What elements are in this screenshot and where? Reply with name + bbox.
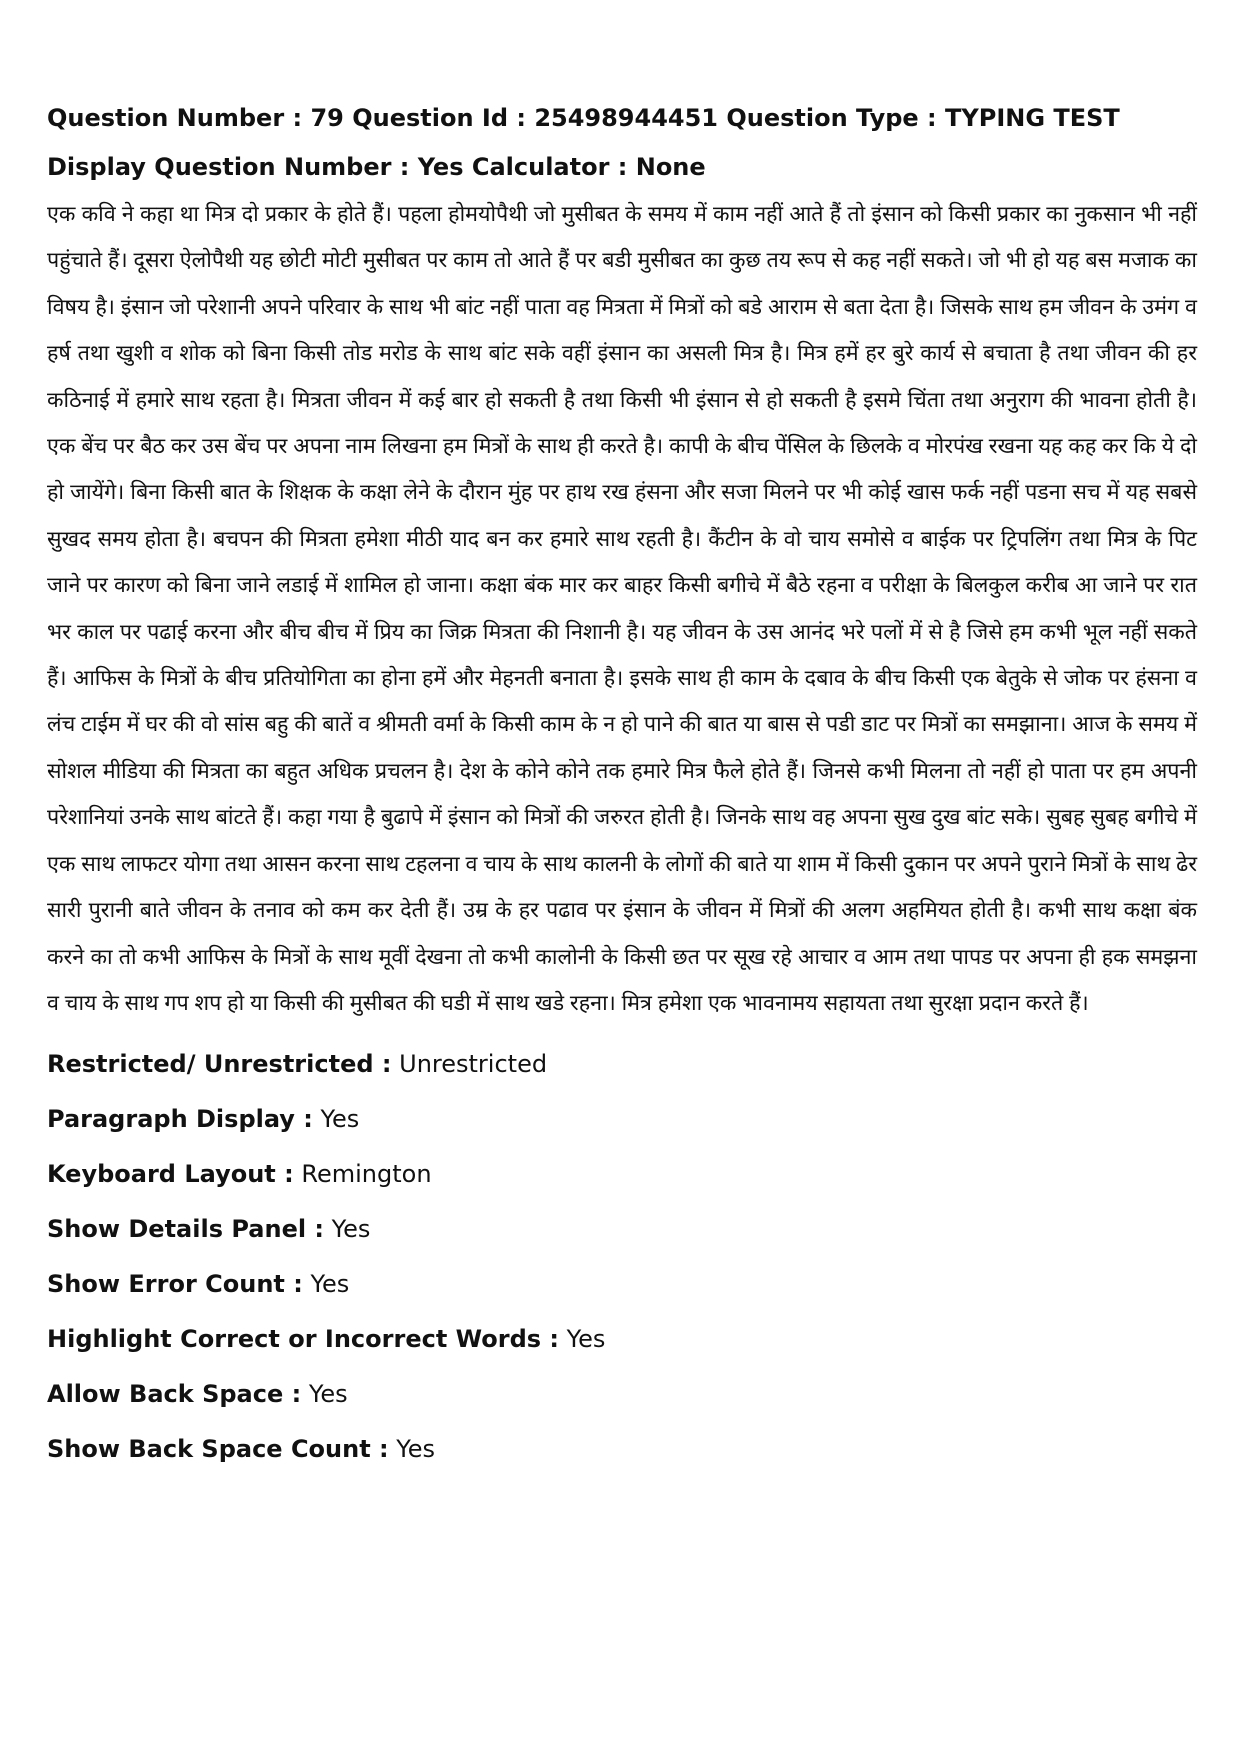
property-highlight-words (47, 1312, 1197, 1367)
property-label: Restricted/ Unrestricted : (47, 1050, 392, 1079)
property-label: Show Error Count : (47, 1270, 303, 1299)
document-page (47, 94, 1197, 1477)
property-value: Yes (566, 1325, 606, 1354)
property-value: Yes (308, 1380, 348, 1409)
property-label: Paragraph Display : (47, 1105, 313, 1134)
property-value: Yes (320, 1105, 360, 1134)
property-show-details-panel (47, 1202, 1197, 1257)
property-show-error-count (47, 1257, 1197, 1312)
typing-passage: एक कवि ने कहा था मित्र दो प्रकार के होते हैं। पहला होमयोपैथी जो मुसीबत के समय में काम नहीं आते हैं तो इंसान को किसी प्रकार का नुकसान भी नहीं पहुंचाते हैं। दूसरा ऐलोपैथी यह छोटी मोटी मुसीबत पर काम तो आते हैं पर बडी मुसीबत का कुछ तय रूप से कह नहीं सकते। जो भी हो यह बस मजाक का विषय है। इंसान जो परेशानी अपने परिवार के साथ भी बांट नहीं पाता वह मित्रता में मित्रों को बडे आराम से बता देता है। जिसके साथ हम जीवन के उमंग व हर्ष तथा खुशी व शोक को बिना किसी तोड मरोड के साथ बांट सके वहीं इंसान का असली मित्र है। मित्र हमें हर बुरे कार्य से बचाता है तथा जीवन की हर कठिनाई में हमारे साथ रहता है। मित्रता जीवन में कई बार हो सकती है तथा किसी भी इंसान से हो सकती है इसमे चिंता तथा अनुराग की भावना होती है। एक बेंच पर बैठ कर उस बेंच पर अपना नाम लिखना हम मित्रों के साथ ही करते है। कापी के बीच पेंसिल के छिलके व मोरपंख रखना यह कह कर कि ये दो हो जायेंगे। बिना किसी बात के शिक्षक के कक्षा लेने के दौरान मुंह पर हाथ रख हंसना और सजा मिलने पर भी कोई खास फर्क नहीं पडना सच में यह सबसे सुखद समय होता है। बचपन की मित्रता हमेशा मीठी याद बन कर हमारे साथ रहती है। कैंटीन के वो चाय समोसे व बाईक पर ट्रिपलिंग तथा मित्र के पिट जाने पर कारण को बिना जाने लडाई में शामिल हो जाना। कक्षा बंक मार कर बाहर किसी बगीचे में बैठे रहना व परीक्षा के बिलकुल करीब आ जाने पर रात भर काल पर पढाई करना और बीच बीच में प्रिय का जिक्र मित्रता की निशानी है। यह जीवन के उस आनंद भरे पलों में से है जिसे हम कभी भूल नहीं सकते हैं। आफिस के मित्रों के बीच प्रतियोगिता का होना हमें और मेहनती बनाता है। इसके साथ ही काम के दबाव के बीच किसी एक बेतुके से जोक पर हंसना व लंच टाईम में घर की वो सांस बहु की बातें व श्रीमती वर्मा के किसी काम के न हो पाने की बात या बास से पडी डाट पर मित्रों का समझाना। आज के समय में सोशल मीडिया की मित्रता का बहुत अधिक प्रचलन है। देश के कोने कोने तक हमारे मित्र फैले होते हैं। जिनसे कभी मिलना तो नहीं हो पाता पर हम अपनी परेशानियां उनके साथ बांटते हैं। कहा गया है बुढापे में इंसान को मित्रों की जरुरत होती है। जिनके साथ वह अपना सुख दुख बांट सके। सुबह सुबह बगीचे में एक साथ लाफटर योगा तथा आसन करना साथ टहलना व चाय के साथ कालनी के लोगों की बाते या शाम में किसी दुकान पर अपने पुराने मित्रों के साथ ढेर सारी पुरानी बाते जीवन के तनाव को कम कर देती हैं। उम्र के हर पढाव पर इंसान के जीवन में मित्रों की अलग अहमियत होती है। कभी साथ कक्षा बंक करने का तो कभी आफिस के मित्रों के साथ मूवीं देखना तो कभी कालोनी के किसी छत पर सूख रहे आचार व आम तथा पापड पर अपना ही हक समझना व चाय के साथ गप शप हो या किसी की मुसीबत की घडी में साथ खडे रहना। मित्र हमेशा एक भावनामय सहायता तथा सुरक्षा प्रदान करते हैं। (47, 202, 1197, 1016)
property-label: Keyboard Layout : (47, 1160, 294, 1189)
property-keyboard-layout (47, 1147, 1197, 1202)
property-label: Show Details Panel : (47, 1215, 325, 1244)
property-value: Remington (301, 1160, 432, 1189)
property-value: Yes (310, 1270, 350, 1299)
property-paragraph-display (47, 1092, 1197, 1147)
property-allow-back-space (47, 1367, 1197, 1422)
property-label: Allow Back Space : (47, 1380, 302, 1409)
property-restriction (47, 1037, 1197, 1092)
question-properties (47, 1037, 1197, 1477)
property-value: Yes (396, 1435, 436, 1464)
property-show-back-space-count (47, 1422, 1197, 1477)
question-header: Question Number : 79 Question Id : 25498944451 Question Type : TYPING TEST Display Question Number : Yes Calculator : None (47, 104, 1120, 181)
property-value: Unrestricted (399, 1050, 548, 1079)
property-label: Show Back Space Count : (47, 1435, 389, 1464)
property-value: Yes (331, 1215, 371, 1244)
property-label: Highlight Correct or Incorrect Words : (47, 1325, 560, 1354)
